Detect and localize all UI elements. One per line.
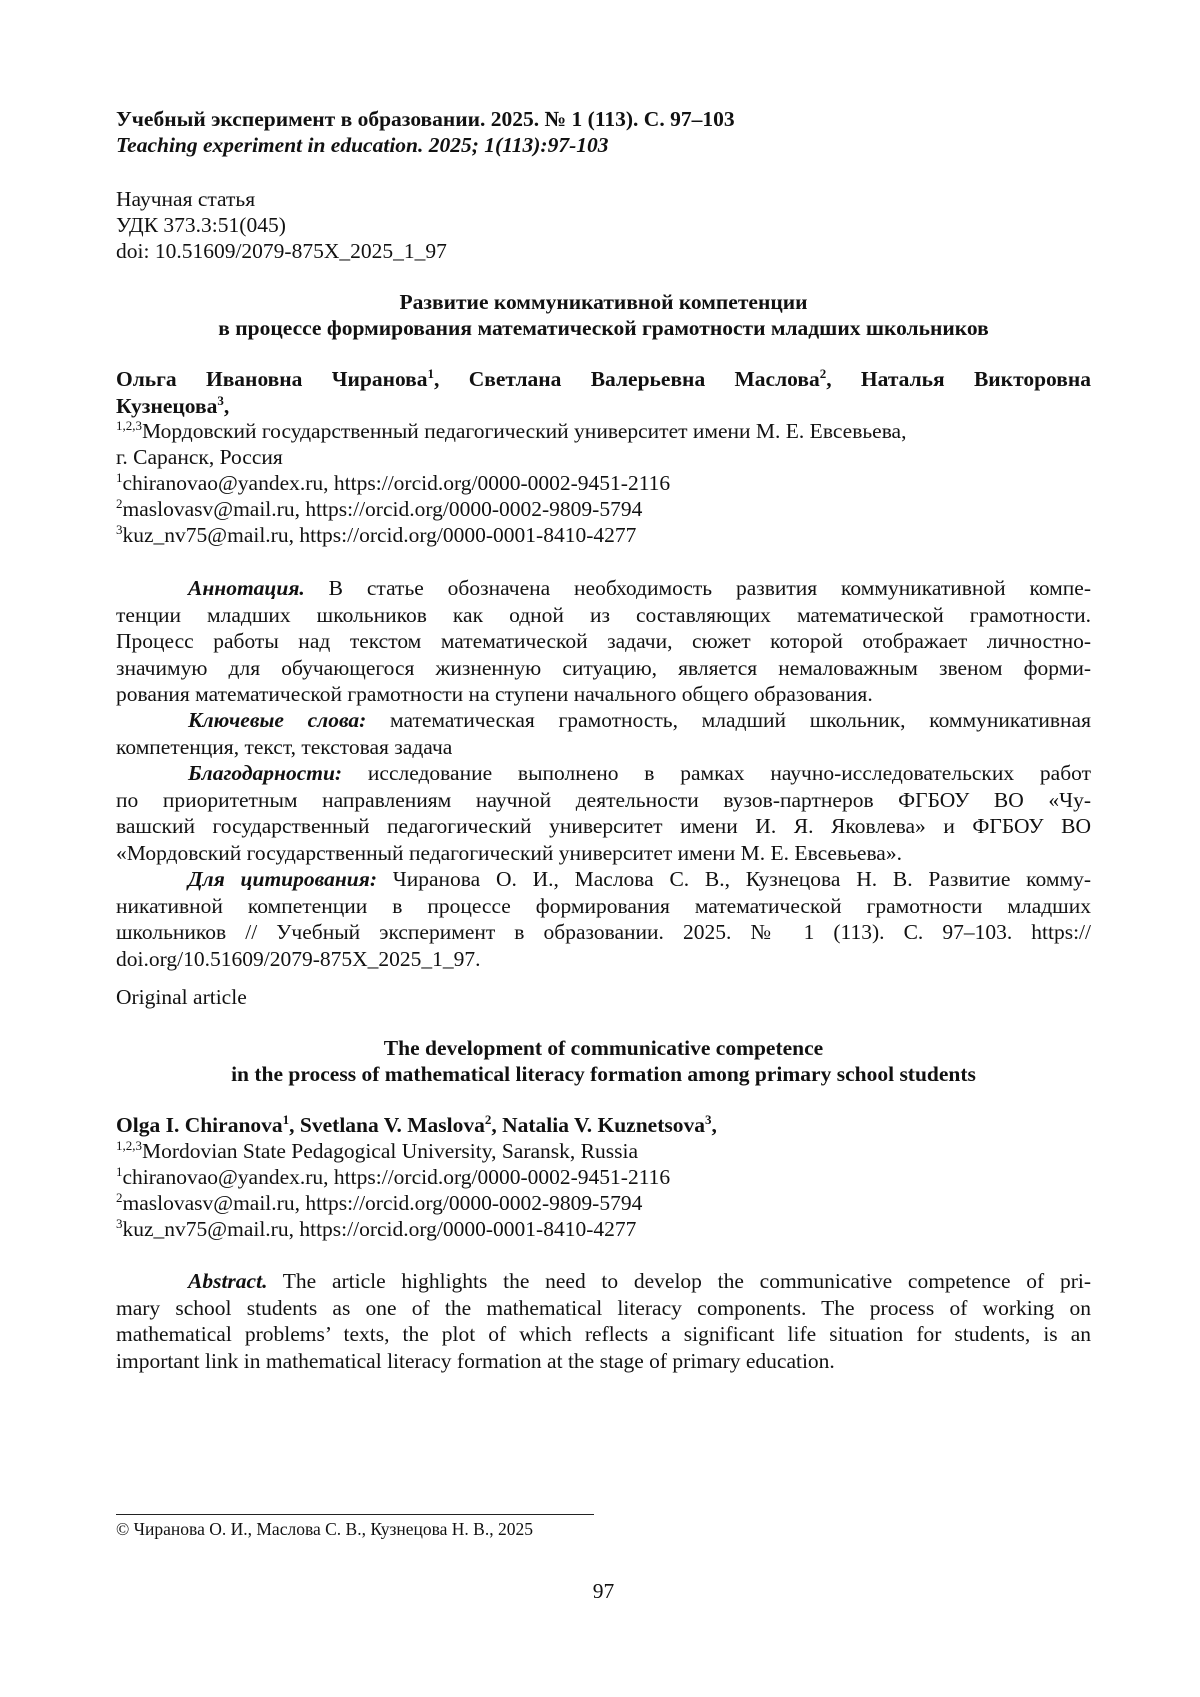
author-2-ru: Светлана Валерьевна Маслова bbox=[468, 367, 820, 391]
contact-3: $^3$kuz_nv75@mail.ru, https://orcid.org/0000-0001-8410-4277 bbox=[116, 521, 637, 547]
article-type-en: Original article bbox=[116, 985, 247, 1009]
journal-header-en: Teaching experiment in education. 2025; 1(113):97-103 bbox=[116, 133, 609, 157]
title-en-line2: in the process of mathematical literacy formation among primary school students bbox=[231, 1062, 976, 1086]
journal-header-ru: Учебный эксперимент в образовании. 2025. № 1 (113). С. 97–103 bbox=[116, 107, 735, 131]
abstract-ru: Аннотация. В статье обозначена необходимость развития коммуникативной компе- тенции младших школьников как одной из составляющих математической грамотности. Процесс работы над текстом математической задачи, сюжет которой отображает личностно- значимую для обучающегося жизненную ситуацию, является немаловажным звеном форми- рования математической грамотности на ступени начального общего образования. bbox=[116, 576, 1092, 706]
author-1-ru: Ольга Ивановна Чиранова bbox=[116, 367, 428, 391]
affiliation-en: $^{1,2,3}$Mordovian State Pedagogical University, Saransk, Russia bbox=[116, 1137, 639, 1163]
author-3-en: Natalia V. Kuznetsova bbox=[502, 1113, 705, 1137]
footnote-divider bbox=[116, 1514, 594, 1515]
udc-code: УДК 373.3:51(045) bbox=[116, 213, 286, 237]
authors-ru bbox=[116, 366, 1091, 419]
contact-en-2: $^2$maslovasv@mail.ru, https://orcid.org/0000-0002-9809-5794 bbox=[116, 1189, 643, 1215]
citation-ru: Для цитирования: Чиранова О. И., Маслова С. В., Кузнецова Н. В. Развитие комму- никативной компетенции в процессе формирования математической грамотности младших школьников // Учебный эксперимент в образовании. 2025. № 1 (113). С. 97–103. https:// doi.org/10.51609/2079-875X_2025_1_97. bbox=[116, 867, 1091, 971]
copyright-footnote: © Чиранова О. И., Маслова С. В., Кузнецова Н. В., 2025 bbox=[116, 1519, 533, 1539]
article-type-ru: Научная статья bbox=[116, 187, 256, 211]
acknowledgements-ru-label: Благодарности: bbox=[188, 761, 343, 785]
contact-en-1: $^1$chiranovao@yandex.ru, https://orcid.org/0000-0002-9451-2116 bbox=[116, 1163, 671, 1189]
keywords-ru: Ключевые слова: математическая грамотность, младший школьник, коммуникативная компетенция, текст, текстовая задача bbox=[116, 708, 1091, 759]
title-en-line1: The development of communicative competence bbox=[383, 1036, 824, 1060]
authors-en: Olga I. Chiranova$^1$, Svetlana V. Maslova$^2$, Natalia V. Kuznetsova$^3$, bbox=[116, 1111, 717, 1137]
acknowledgements-ru: Благодарности: исследование выполнено в рамках научно-исследовательских работ по приоритетным направлениям научной деятельности вузов-партнеров ФГБОУ ВО «Чу- вашский государственный педагогический университет имени И. Я. Яковлева» и ФГБОУ ВО «Мордовский государственный педагогический университет имени М. Е. Евсевьева». bbox=[116, 761, 1092, 865]
affiliation-ru-line1: $^{1,2,3}$Мордовский государственный педагогический университет имени М. Е. Евсевьева, bbox=[116, 417, 907, 443]
affiliation-ru-line2: г. Саранск, Россия bbox=[116, 445, 283, 469]
author-1-en: Olga I. Chiranova bbox=[116, 1113, 283, 1137]
page-number: 97 bbox=[592, 1579, 615, 1603]
contact-en-3: $^3$kuz_nv75@mail.ru, https://orcid.org/0000-0001-8410-4277 bbox=[116, 1215, 637, 1241]
author-2-en: Svetlana V. Maslova bbox=[299, 1113, 485, 1137]
keywords-ru-label: Ключевые слова: bbox=[188, 708, 367, 732]
contact-1: $^1$chiranovao@yandex.ru, https://orcid.org/0000-0002-9451-2116 bbox=[116, 469, 671, 495]
authors-ru-line1: Ольга Ивановна Чиранова$^1$, Светлана Валерьевна Маслова$^2$, Наталья Викторовна bbox=[116, 365, 1092, 391]
contact-2: $^2$maslovasv@mail.ru, https://orcid.org/0000-0002-9809-5794 bbox=[116, 495, 643, 521]
abstract-ru-label: Аннотация. bbox=[188, 576, 305, 600]
abstract-en-label: Abstract. bbox=[188, 1269, 268, 1293]
doi: doi: 10.51609/2079-875X_2025_1_97 bbox=[116, 239, 447, 263]
author-3-ru: Наталья Викторовна bbox=[860, 367, 1092, 391]
abstract-en: Abstract. The article highlights the need to develop the communicative competence of pri- mary school students as one of the mathematical literacy components. The process of working on mathematical problems’ texts, the plot of which reflects a significant life situation for students, is an important link in mathematical literacy formation at the stage of primary education. bbox=[116, 1269, 1091, 1373]
title-ru-line2: в процессе формирования математической грамотности младших школьников bbox=[218, 316, 989, 340]
authors-ru-line2: Кузнецова$^3$, bbox=[116, 392, 230, 418]
title-ru-line1: Развитие коммуникативной компетенции bbox=[399, 290, 808, 314]
citation-ru-label: Для цитирования: bbox=[188, 867, 377, 891]
